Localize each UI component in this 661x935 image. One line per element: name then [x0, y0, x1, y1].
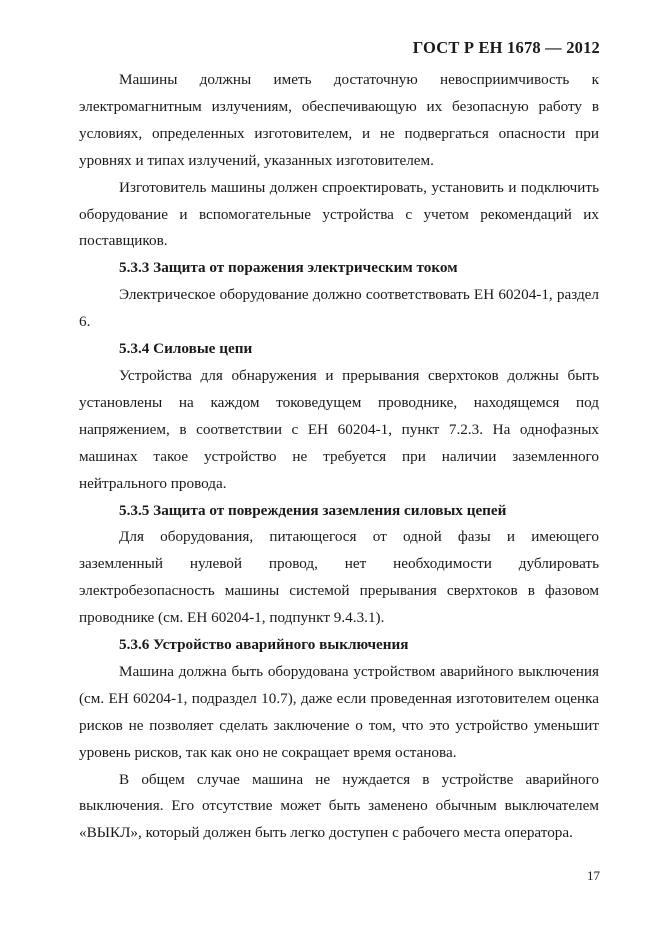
paragraph-emergency-stop-alternative: В общем случае машина не нуждается в устройстве аварийного выключения. Его отсутствие может быть заменено обычным выключателем «ВЫКЛ», который должен быть легко доступен с рабочего места оператора.	[79, 770, 599, 842]
paragraph-overcurrent-devices: Устройства для обнаружения и прерывания сверхтоков должны быть установлены на каждом токоведущем проводнике, находящемся под напряжением, в соответствии с ЕН 60204-1, пункт 7.2.3. На однофазных машинах такое устройство не требуется при наличии заземленного нейтрального провода.	[79, 366, 599, 492]
section-heading-5-3-6: 5.3.6 Устройство аварийного выключения	[119, 636, 409, 654]
document-header: ГОСТ Р ЕН 1678 — 2012	[412, 38, 600, 57]
section-heading-5-3-3: 5.3.3 Защита от поражения электрическим током	[119, 259, 458, 277]
paragraph-electrical-equipment: Электрическое оборудование должно соответствовать ЕН 60204-1, раздел 6.	[79, 286, 599, 331]
section-heading-5-3-5: 5.3.5 Защита от повреждения заземления силовых цепей	[119, 501, 507, 519]
paragraph-manufacturer-installation: Изготовитель машины должен спроектировать, установить и подключить оборудование и вспомогательные устройства с учетом рекомендаций их поставщиков.	[79, 178, 599, 250]
paragraph-earth-fault-protection: Для оборудования, питающегося от одной фазы и имеющего заземленный нулевой провод, нет необходимости дублировать электробезопасность машины системой прерывания сверхтоков в фазовом проводнике (см. ЕН 60204-1, подпункт 9.4.3.1).	[79, 528, 599, 627]
document-body	[79, 67, 599, 847]
paragraph-emc-immunity: Машины должны иметь достаточную невосприимчивость к электромагнитным излучениям, обеспечивающую их безопасную работу в условиях, определенных изготовителем, и не подвергаться опасности при уровнях и типах излучений, указанных изготовителем.	[79, 71, 599, 169]
page-number: 17	[587, 868, 600, 883]
section-heading-5-3-4: 5.3.4 Силовые цепи	[119, 340, 253, 358]
paragraph-emergency-stop-device: Машина должна быть оборудована устройством аварийного выключения (см. ЕН 60204-1, подраздел 10.7), даже если проведенная изготовителем оценка рисков не позволяет сделать заключение о том, что это устройство уменьшит уровень рисков, так как оно не сокращает время останова.	[79, 662, 599, 761]
